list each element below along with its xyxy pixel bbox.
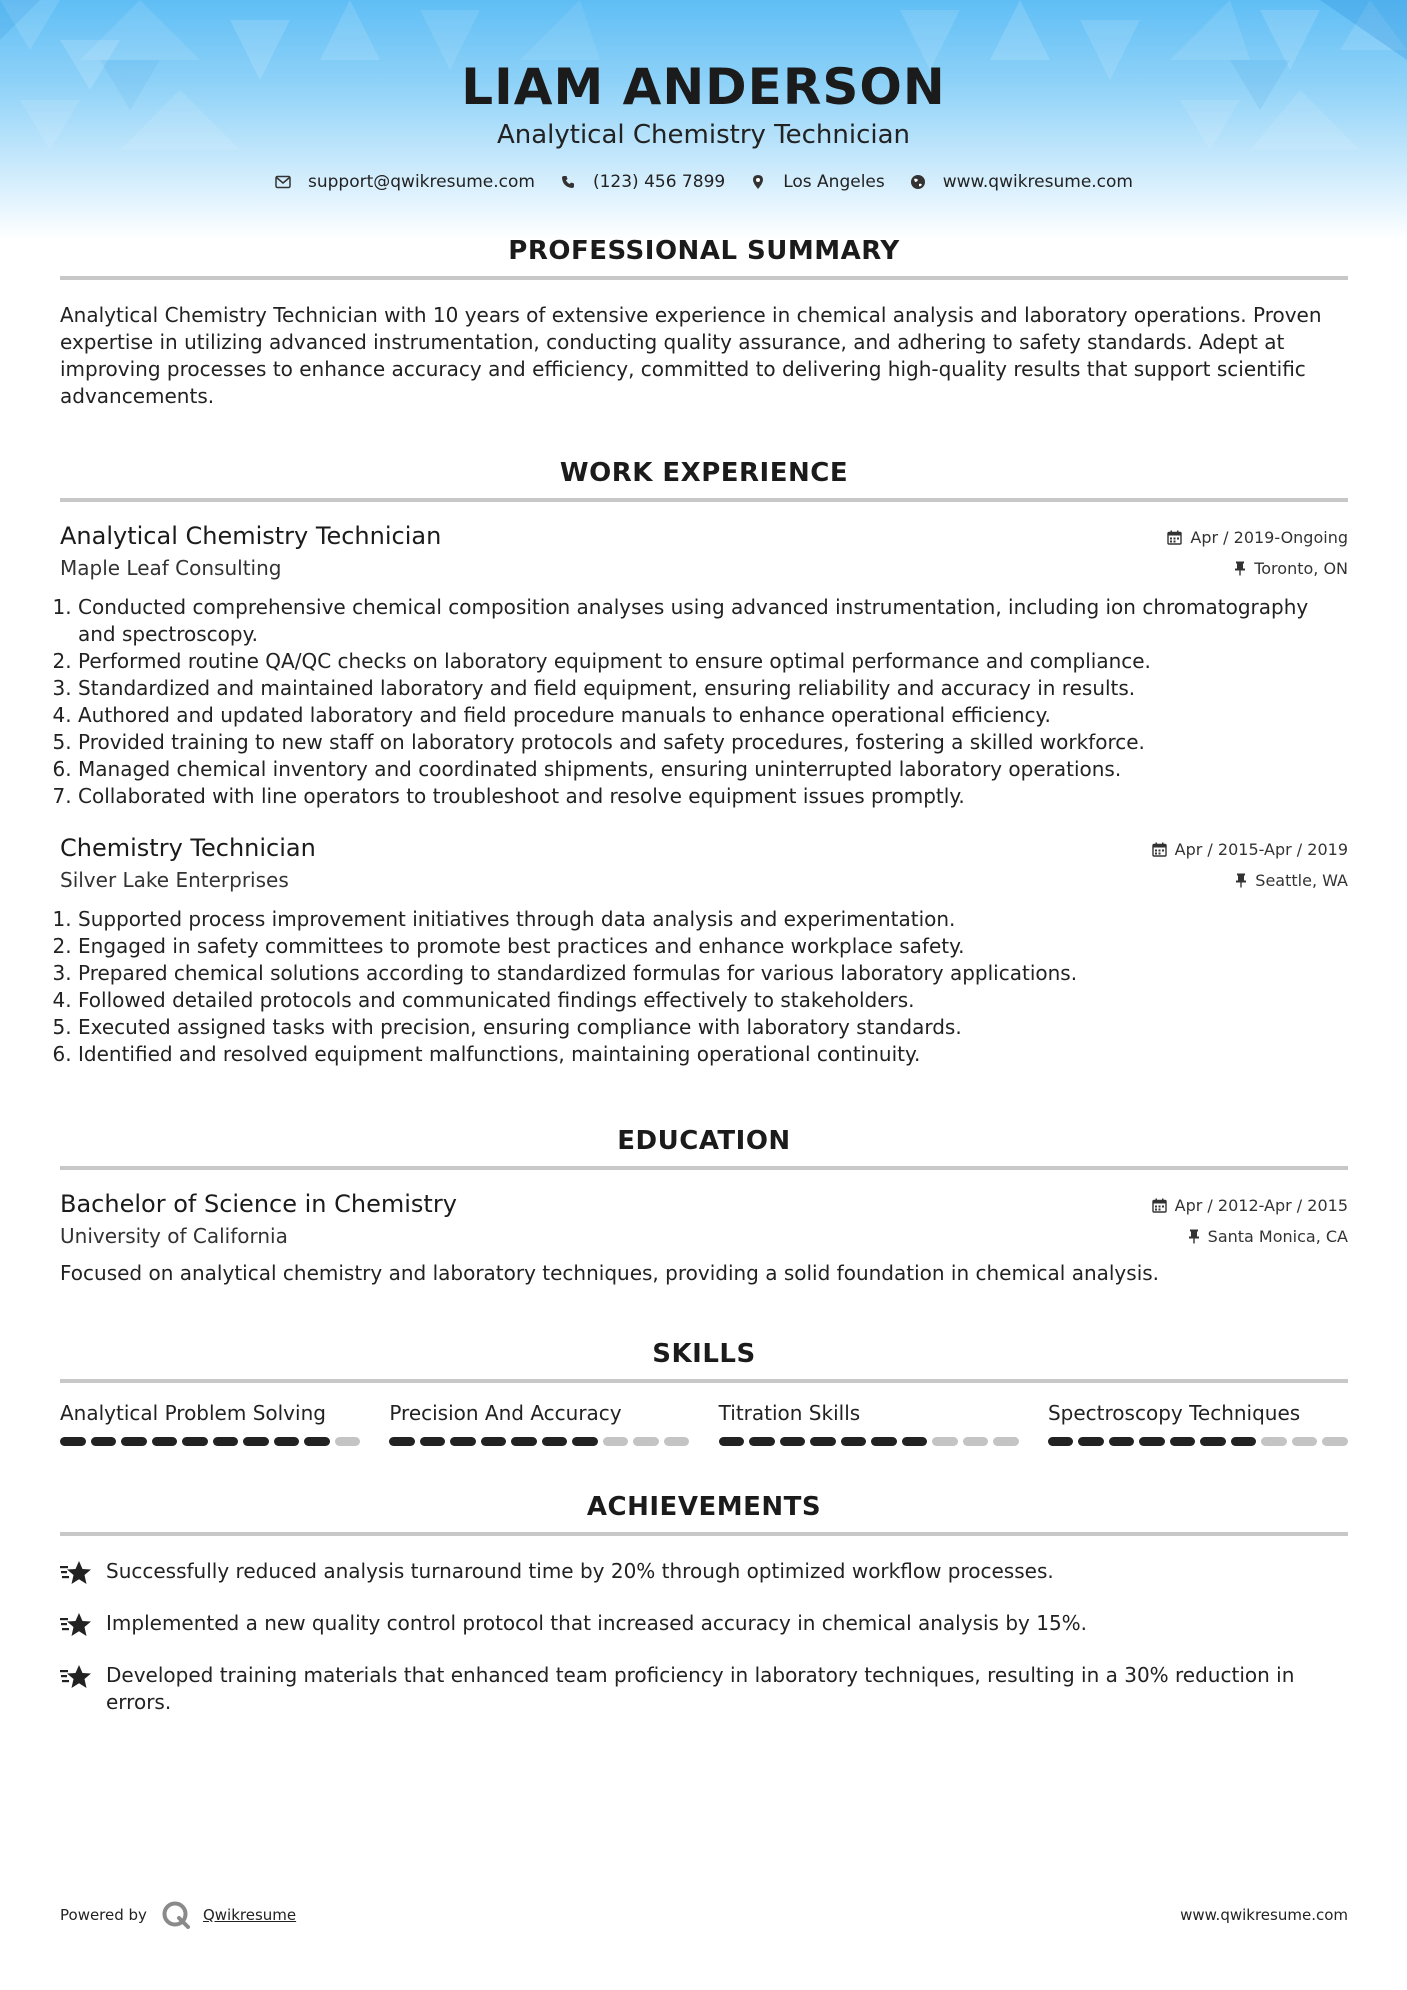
star-icon [60, 1662, 106, 1697]
skill-dot-filled [749, 1437, 775, 1446]
experience-title: WORK EXPERIENCE [559, 458, 849, 488]
list-item: 1. Conducted comprehensive chemical composition analyses using advanced instrumentation, including ion chromatography and spectroscopy. [78, 594, 1348, 648]
degree-title: Bachelor of Science in Chemistry [60, 1190, 457, 1218]
skill-dot-filled [121, 1437, 147, 1446]
achievement-item [60, 1610, 1348, 1645]
skill-item [1048, 1401, 1348, 1446]
section-divider [60, 276, 1348, 280]
skill-dot-filled [1200, 1437, 1226, 1446]
job-entry [60, 834, 1348, 1068]
skill-name: Titration Skills [718, 1401, 861, 1425]
skills-list [60, 1401, 1348, 1446]
skill-dot-filled [1048, 1437, 1074, 1446]
achievements-title: ACHIEVEMENTS [586, 1492, 822, 1522]
job-bullets [60, 906, 1348, 1068]
list-item: 3. Standardized and maintained laboratory and field equipment, ensuring reliability and accuracy in results. [78, 675, 1348, 702]
section-divider [60, 1532, 1348, 1536]
skill-dot-empty [335, 1437, 361, 1446]
candidate-name: LIAM ANDERSON [461, 58, 946, 116]
skill-dot-filled [780, 1437, 806, 1446]
skill-dot-filled [60, 1437, 86, 1446]
summary-text: Analytical Chemistry Technician with 10 years of extensive experience in chemical analysis and laboratory operations. Proven expertise in utilizing advanced instrumentation, conducting quality assurance, and adhering to safety standards. Adept at improving processes to enhance accuracy and efficiency, committed to delivering high-quality results that support scientific advancements. [60, 303, 1322, 408]
contact-bar [0, 172, 1407, 192]
skill-dot-filled [1231, 1437, 1257, 1446]
skill-item [60, 1401, 360, 1446]
resume-body [60, 236, 1348, 1733]
section-divider [60, 498, 1348, 502]
skill-dot-empty [664, 1437, 690, 1446]
list-item: 6. Managed chemical inventory and coordinated shipments, ensuring uninterrupted laboratory operations. [78, 756, 1348, 783]
star-icon [60, 1558, 106, 1593]
skill-dot-filled [274, 1437, 300, 1446]
list-item: 3. Prepared chemical solutions according to standardized formulas for various laboratory applications. [78, 960, 1348, 987]
pushpin-icon [1234, 561, 1246, 576]
skill-name: Precision And Accuracy [389, 1401, 622, 1425]
contact-website[interactable] [909, 172, 1133, 192]
email-text: support@qwikresume.com [308, 172, 535, 192]
list-item: 4. Authored and updated laboratory and field procedure manuals to enhance operational efficiency. [78, 702, 1348, 729]
map-pin-icon [749, 173, 767, 191]
list-item: 2. Performed routine QA/QC checks on laboratory equipment to ensure optimal performance and compliance. [78, 648, 1348, 675]
contact-location [749, 172, 885, 192]
skills-section [60, 1339, 1348, 1446]
powered-by-label: Powered by [60, 1906, 147, 1924]
envelope-icon [274, 173, 292, 191]
skill-dot-filled [481, 1437, 507, 1446]
skill-dot-empty [963, 1437, 989, 1446]
list-item: 1. Supported process improvement initiatives through data analysis and experimentation. [78, 906, 1348, 933]
skill-dot-empty [603, 1437, 629, 1446]
skill-dot-filled [450, 1437, 476, 1446]
skill-dot-filled [511, 1437, 537, 1446]
skill-dot-filled [810, 1437, 836, 1446]
skill-rating [389, 1437, 689, 1446]
skill-dot-filled [1109, 1437, 1135, 1446]
skill-dot-filled [182, 1437, 208, 1446]
skill-dot-filled [1139, 1437, 1165, 1446]
skill-dot-filled [1170, 1437, 1196, 1446]
skill-dot-filled [841, 1437, 867, 1446]
skill-rating [719, 1437, 1019, 1446]
education-entry [60, 1190, 1348, 1287]
list-item: 5. Executed assigned tasks with precision, ensuring compliance with laboratory standards. [78, 1014, 1348, 1041]
calendar-icon [1167, 530, 1182, 545]
location-text: Los Angeles [783, 172, 885, 192]
skill-dot-filled [572, 1437, 598, 1446]
skill-dot-filled [213, 1437, 239, 1446]
pushpin-icon [1235, 873, 1247, 888]
achievements-section [60, 1492, 1348, 1716]
achievement-item [60, 1662, 1348, 1716]
skill-dot-empty [1261, 1437, 1287, 1446]
contact-email[interactable] [274, 172, 535, 192]
skill-dot-filled [902, 1437, 928, 1446]
education-dates: Apr / 2012-Apr / 2015 [1174, 1196, 1348, 1215]
achievement-text: Developed training materials that enhanced team proficiency in laboratory techniques, resulting in a 30% reduction in errors. [106, 1663, 1295, 1714]
skill-dot-filled [389, 1437, 415, 1446]
summary-title: PROFESSIONAL SUMMARY [508, 236, 900, 266]
calendar-icon [1152, 1198, 1167, 1213]
list-item: 6. Identified and resolved equipment malfunctions, maintaining operational continuity. [78, 1041, 1348, 1068]
website-text: www.qwikresume.com [942, 172, 1133, 192]
pushpin-icon [1188, 1229, 1200, 1244]
resume-header [0, 58, 1407, 192]
skill-dot-filled [1078, 1437, 1104, 1446]
skill-dot-empty [633, 1437, 659, 1446]
calendar-icon [1152, 842, 1167, 857]
skill-dot-filled [304, 1437, 330, 1446]
skill-dot-empty [1322, 1437, 1348, 1446]
job-title: Chemistry Technician [60, 834, 316, 862]
job-location: Toronto, ON [1254, 559, 1348, 578]
list-item: 4. Followed detailed protocols and communicated findings effectively to stakeholders. [78, 987, 1348, 1014]
skill-dot-empty [1292, 1437, 1318, 1446]
skill-dot-filled [243, 1437, 269, 1446]
skill-dot-filled [152, 1437, 178, 1446]
job-company: Silver Lake Enterprises [60, 868, 289, 892]
star-icon [60, 1610, 106, 1645]
achievement-text: Successfully reduced analysis turnaround time by 20% through optimized workflow processes. [106, 1559, 1054, 1583]
job-location: Seattle, WA [1255, 871, 1348, 890]
skill-dot-filled [542, 1437, 568, 1446]
achievement-text: Implemented a new quality control protocol that increased accuracy in chemical analysis by 15%. [106, 1611, 1088, 1635]
skill-name: Analytical Problem Solving [60, 1401, 326, 1425]
skill-name: Spectroscopy Techniques [1047, 1401, 1301, 1425]
skill-rating [1048, 1437, 1348, 1446]
section-divider [60, 1379, 1348, 1383]
globe-icon [909, 173, 927, 191]
school-name: University of California [60, 1224, 288, 1248]
section-divider [60, 1166, 1348, 1170]
education-section [60, 1126, 1348, 1287]
list-item: 7. Collaborated with line operators to troubleshoot and resolve equipment issues promptly. [78, 783, 1348, 810]
skill-rating [60, 1437, 360, 1446]
education-location: Santa Monica, CA [1207, 1227, 1348, 1246]
skill-dot-filled [871, 1437, 897, 1446]
job-bullets [60, 594, 1348, 810]
skill-dot-empty [993, 1437, 1019, 1446]
skill-dot-empty [932, 1437, 958, 1446]
education-title: EDUCATION [617, 1126, 791, 1156]
skill-dot-filled [91, 1437, 117, 1446]
education-description: Focused on analytical chemistry and laboratory techniques, providing a solid foundation in chemical analysis. [60, 1261, 1160, 1285]
page-footer [60, 1900, 1348, 1930]
candidate-role: Analytical Chemistry Technician [496, 120, 911, 150]
job-title: Analytical Chemistry Technician [60, 522, 442, 550]
qwikresume-logo-icon [161, 1900, 191, 1930]
experience-section [60, 458, 1348, 1068]
qwikresume-link[interactable]: Qwikresume [202, 1906, 297, 1924]
skill-dot-filled [719, 1437, 745, 1446]
achievement-item [60, 1558, 1348, 1593]
achievements-list [60, 1558, 1348, 1716]
footer-website[interactable]: www.qwikresume.com [1180, 1906, 1348, 1924]
list-item: 5. Provided training to new staff on laboratory protocols and safety procedures, fostering a skilled workforce. [78, 729, 1348, 756]
phone-icon [559, 173, 577, 191]
list-item: 2. Engaged in safety committees to promote best practices and enhance workplace safety. [78, 933, 1348, 960]
job-company: Maple Leaf Consulting [60, 556, 282, 580]
job-entry [60, 522, 1348, 810]
skill-dot-filled [420, 1437, 446, 1446]
skill-item [719, 1401, 1019, 1446]
skill-item [389, 1401, 689, 1446]
phone-text: (123) 456 7899 [592, 172, 726, 192]
contact-phone[interactable] [559, 172, 725, 192]
job-dates: Apr / 2019-Ongoing [1190, 528, 1348, 547]
job-dates: Apr / 2015-Apr / 2019 [1174, 840, 1348, 859]
skills-title: SKILLS [652, 1339, 756, 1369]
summary-section [60, 236, 1348, 410]
